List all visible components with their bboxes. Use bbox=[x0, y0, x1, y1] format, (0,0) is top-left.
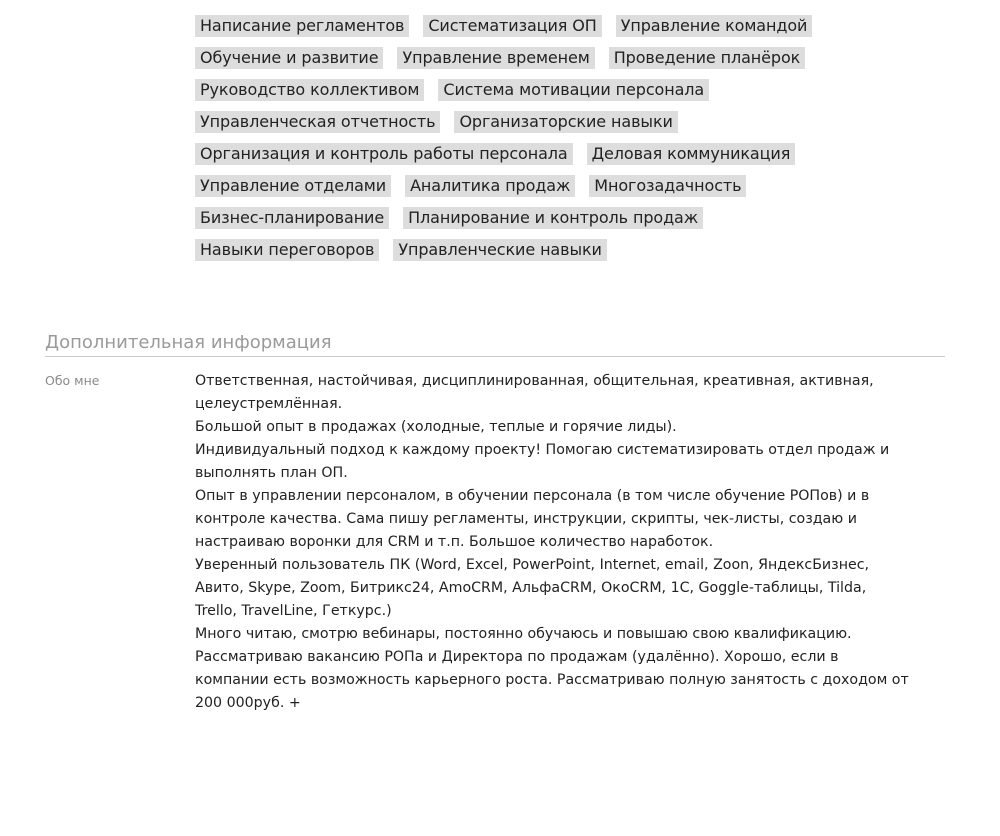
skill-row bbox=[195, 234, 955, 266]
skill-tag: Написание регламентов bbox=[195, 15, 409, 37]
skill-row bbox=[195, 10, 955, 42]
skill-tag: Руководство коллективом bbox=[195, 79, 424, 101]
skill-tag: Управление командой bbox=[616, 15, 813, 37]
about-line: Индивидуальный подход к каждому проекту! Помогаю систематизировать отдел продаж и bbox=[195, 442, 890, 458]
skill-tag: Управленческие навыки bbox=[393, 239, 607, 261]
about-me-text bbox=[195, 370, 945, 715]
about-line: 200 000руб. + bbox=[195, 695, 301, 711]
skill-tag: Система мотивации персонала bbox=[438, 79, 709, 101]
skill-tag: Организаторские навыки bbox=[454, 111, 677, 133]
skill-tag: Управленческая отчетность bbox=[195, 111, 440, 133]
skill-tag: Планирование и контроль продаж bbox=[403, 207, 703, 229]
skill-tag: Многозадачность bbox=[589, 175, 746, 197]
skill-tag: Бизнес-планирование bbox=[195, 207, 389, 229]
skill-row bbox=[195, 138, 955, 170]
skill-tag: Проведение планёрок bbox=[609, 47, 805, 69]
skill-tag: Систематизация ОП bbox=[423, 15, 601, 37]
skill-tag: Аналитика продаж bbox=[405, 175, 575, 197]
about-line: настраиваю воронки для CRM и т.п. Большое количество наработок. bbox=[195, 534, 714, 550]
about-line: контроле качества. Сама пишу регламенты, инструкции, скрипты, чек-листы, создаю и bbox=[195, 511, 857, 527]
about-line: Ответственная, настойчивая, дисциплинированная, общительная, креативная, активная, bbox=[195, 373, 874, 389]
about-line: Уверенный пользователь ПК (Word, Excel, PowerPoint, Internet, email, Zoon, ЯндексБизнес, bbox=[195, 557, 870, 573]
skill-row bbox=[195, 74, 955, 106]
skill-tag: Деловая коммуникация bbox=[587, 143, 796, 165]
about-me-label: Обо мне bbox=[45, 373, 100, 388]
about-line: Опыт в управлении персоналом, в обучении персонала (в том числе обучение РОПов) и в bbox=[195, 488, 870, 504]
skill-row bbox=[195, 106, 955, 138]
skill-tag: Управление временем bbox=[397, 47, 594, 69]
about-line: Trello, TravelLine, Геткурс.) bbox=[195, 603, 392, 619]
skills-list bbox=[195, 10, 955, 266]
about-line: Рассматриваю вакансию РОПа и Директора по продажам (удалённо). Хорошо, если в bbox=[195, 649, 839, 665]
skill-row bbox=[195, 202, 955, 234]
skill-tag: Обучение и развитие bbox=[195, 47, 383, 69]
about-line: Большой опыт в продажах (холодные, теплые и горячие лиды). bbox=[195, 419, 677, 435]
skill-row bbox=[195, 170, 955, 202]
about-line: компании есть возможность карьерного роста. Рассматриваю полную занятость с доходом от bbox=[195, 672, 909, 688]
about-line: выполнять план ОП. bbox=[195, 465, 348, 481]
additional-info-heading: Дополнительная информация bbox=[45, 331, 945, 357]
skill-row bbox=[195, 42, 955, 74]
about-line: целеустремлённая. bbox=[195, 396, 343, 412]
skill-tag: Организация и контроль работы персонала bbox=[195, 143, 573, 165]
about-line: Много читаю, смотрю вебинары, постоянно обучаюсь и повышаю свою квалификацию. bbox=[195, 626, 852, 642]
skill-tag: Навыки переговоров bbox=[195, 239, 379, 261]
about-line: Авито, Skype, Zoom, Битрикс24, AmoCRM, АльфаCRM, ОкоCRM, 1С, Goggle-таблицы, Tilda, bbox=[195, 580, 867, 596]
skill-tag: Управление отделами bbox=[195, 175, 391, 197]
